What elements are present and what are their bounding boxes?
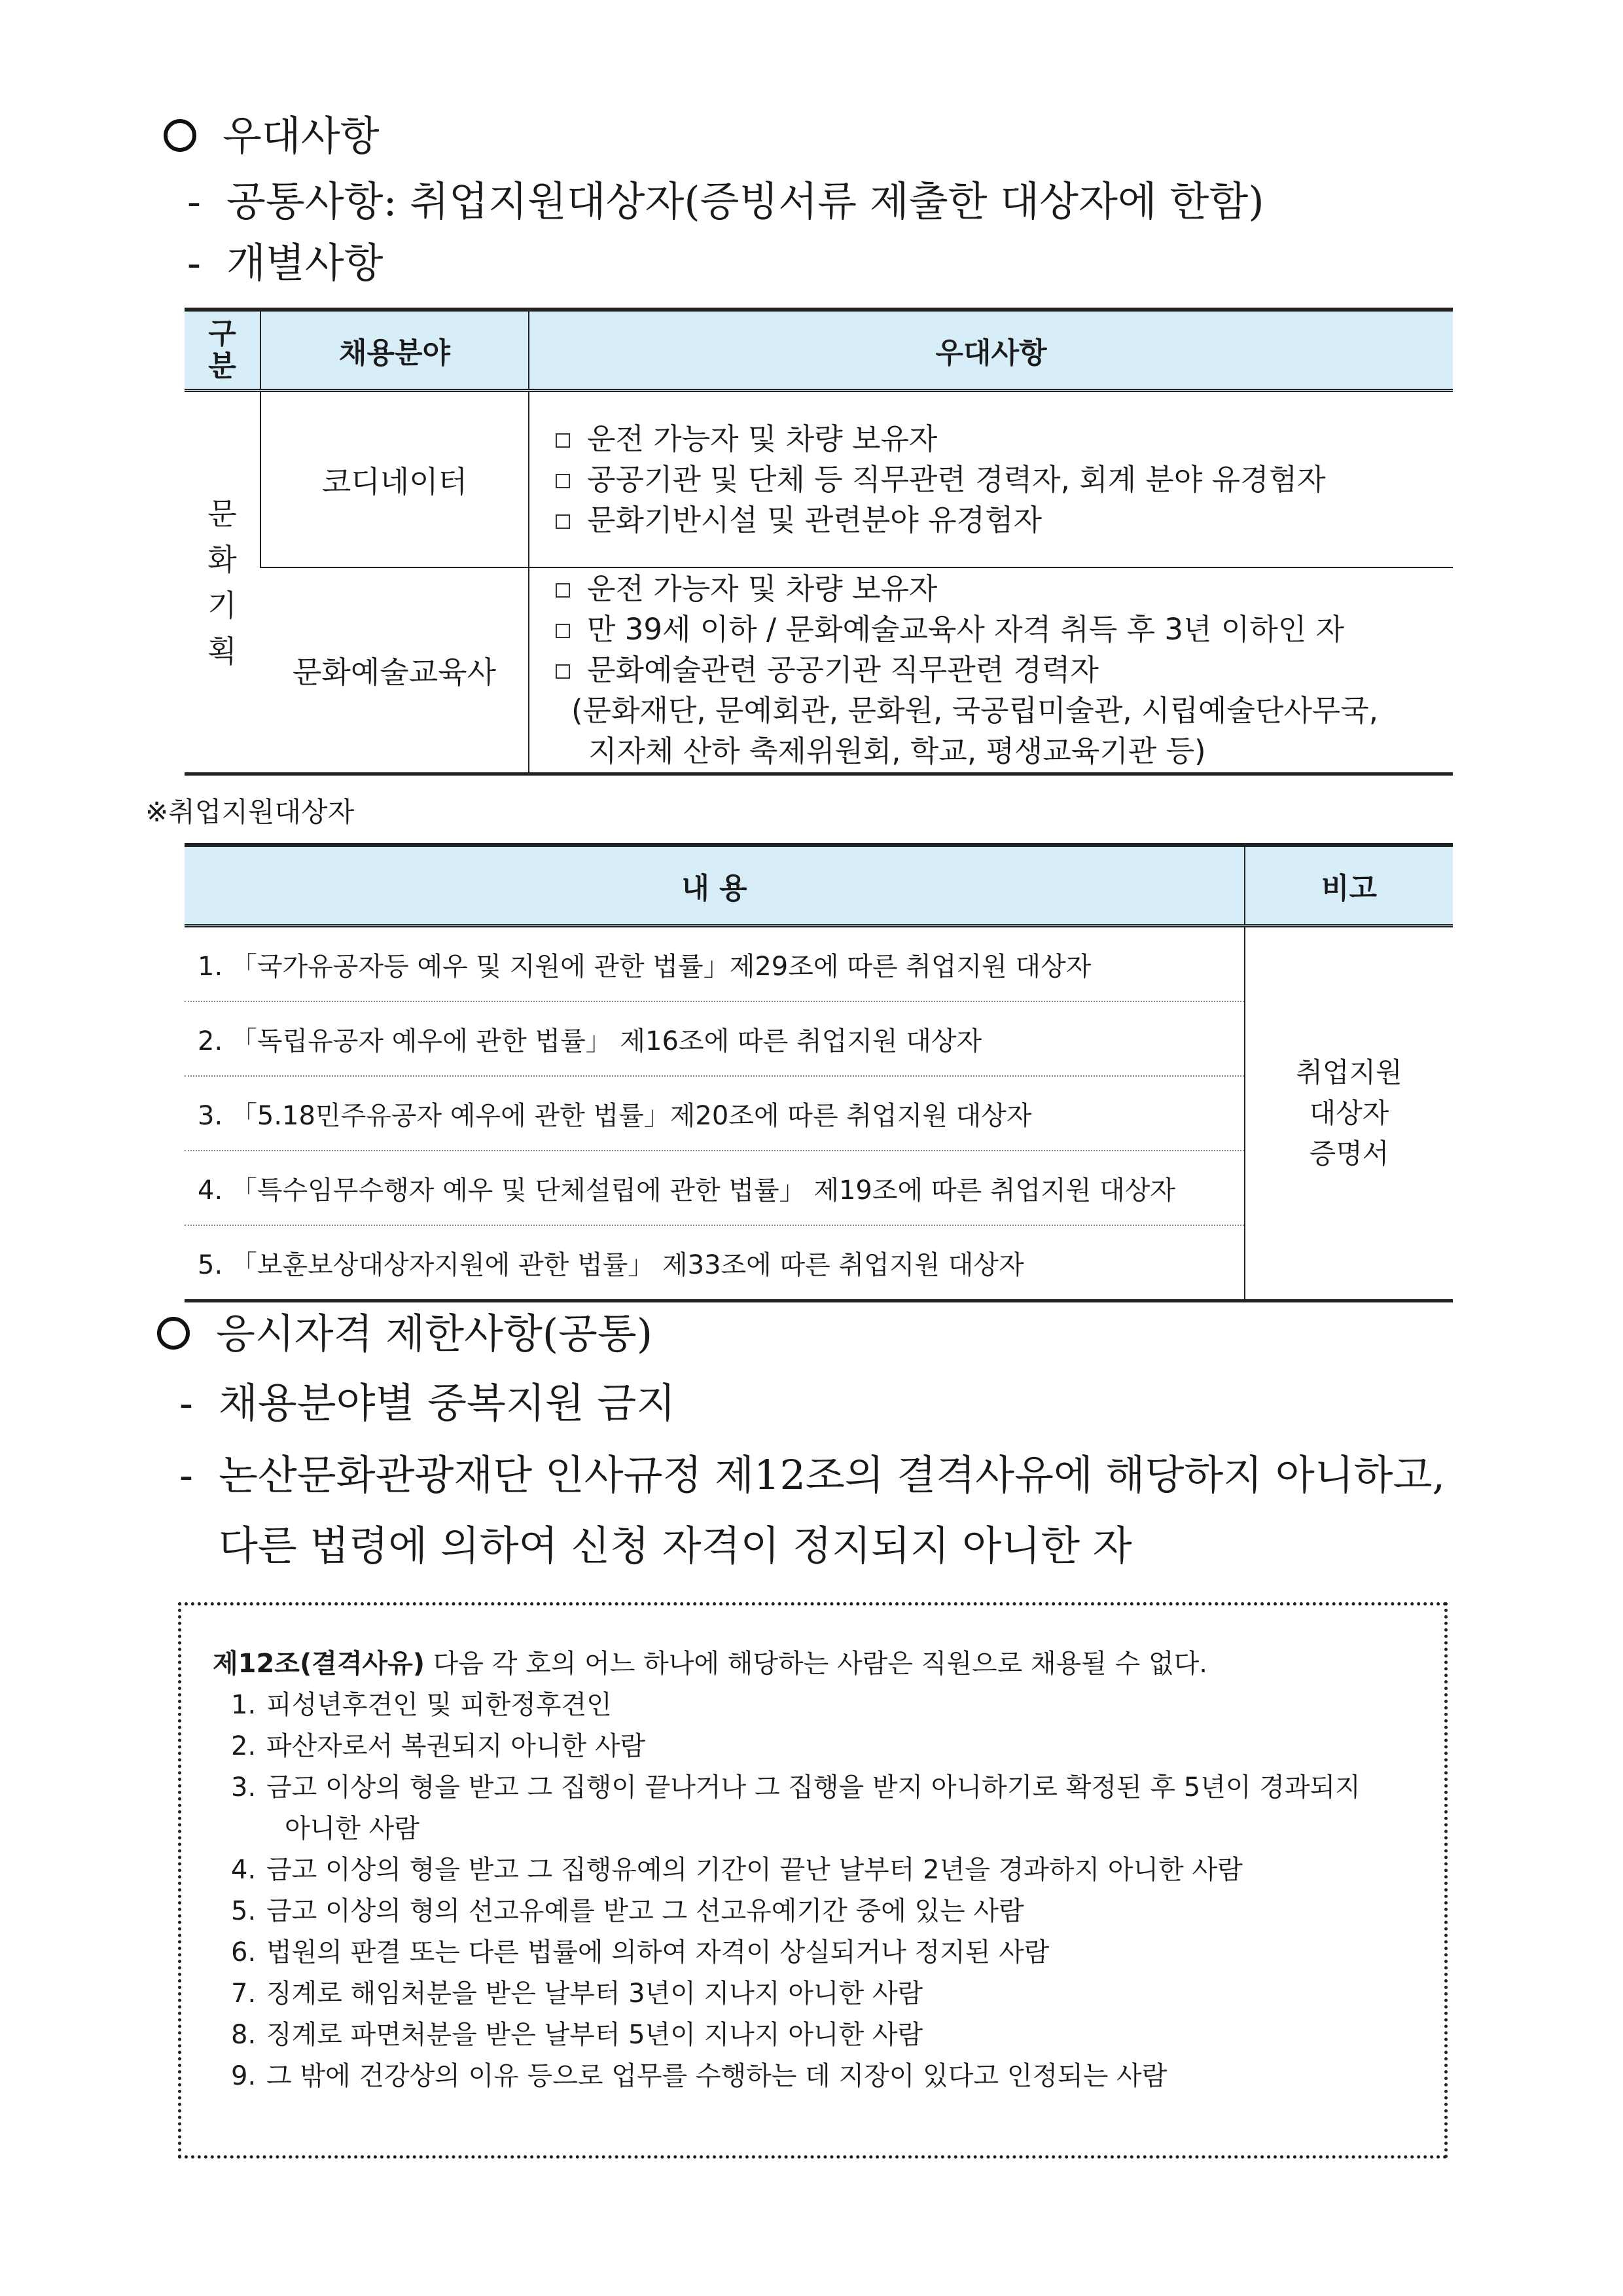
list-item: 4. 금고 이상의 형을 받고 그 집행유예의 기간이 끝난 날부터 2년을 경과하지 아니한 사람 [231, 1855, 1243, 1885]
restriction-line: - 논산문화관광재단 인사규정 제12조의 결격사유에 해당하지 아니하고, [179, 1451, 1446, 1499]
header-content: 내 용 [185, 845, 1245, 926]
square-bullet-icon [556, 583, 570, 598]
square-bullet-icon [556, 624, 570, 638]
preference-table [185, 308, 1453, 776]
header-remark: 비고 [1245, 845, 1453, 926]
common-preference-line: - 공통사항: 취업지원대상자(증빙서류 제출한 대상자에 한함) [187, 177, 1264, 225]
restriction-line-continuation: 다른 법령에 의하여 신청 자격이 정지되지 아니한 자 [219, 1522, 1132, 1570]
disqualification-box [178, 1602, 1448, 2159]
list-item: 5. 금고 이상의 형의 선고유예를 받고 그 선고유예기간 중에 있는 사람 [231, 1896, 1024, 1926]
circle-bullet-icon [164, 119, 196, 152]
header-preference: 우대사항 [529, 310, 1453, 391]
support-target-table [185, 843, 1453, 1302]
table-row [185, 926, 1453, 1002]
individual-preference-line: - 개별사항 [187, 239, 383, 287]
article-title: 제12조(결격사유) 다음 각 호의 어느 하나에 해당하는 사람은 직원으로 채용될 수 없다. [213, 1649, 1207, 1679]
table-row [185, 567, 1453, 774]
list-item: 1. 피성년후견인 및 피한정후견인 [231, 1690, 612, 1720]
table-row [185, 391, 1453, 568]
header-field: 채용분야 [260, 310, 529, 391]
list-item: 8. 징계로 파면처분을 받은 날부터 5년이 지나지 아니한 사람 [231, 2020, 923, 2050]
list-item: 만 39세 이하 / 문화예술교육사 자격 취득 후 3년 이하인 자 [556, 609, 1452, 650]
list-item-continuation: 지자체 산하 축제위원회, 학교, 평생교육기관 등) [588, 734, 1206, 768]
square-bullet-icon [556, 664, 570, 679]
list-item: 문화기반시설 및 관련분야 유경험자 [556, 500, 1452, 541]
remark-cell: 취업지원 대상자 증명서 [1245, 926, 1453, 1301]
section-heading-preferences: 우대사항 [164, 110, 380, 162]
support-item: 4. 「특수임무수행자 예우 및 단체설립에 관한 법률」 제19조에 따른 취업지원 대상자 [185, 1151, 1245, 1225]
support-note-label: ※취업지원대상자 [145, 796, 355, 828]
list-item: 9. 그 밖에 건강상의 이유 등으로 업무를 수행하는 데 지장이 있다고 인정되는 사람 [231, 2061, 1168, 2091]
support-item: 1. 「국가유공자등 예우 및 지원에 관한 법률」제29조에 따른 취업지원 대상자 [185, 926, 1245, 1002]
list-item: 3. 금고 이상의 형을 받고 그 집행이 끝나거나 그 집행을 받지 아니하기로 확정된 후 5년이 경과되지 [231, 1772, 1361, 1803]
list-item: 문화예술관련 공공기관 직무관련 경력자 [556, 650, 1452, 691]
list-item: 운전 가능자 및 차량 보유자 [556, 569, 1452, 609]
support-item: 5. 「보훈보상대상자지원에 관한 법률」 제33조에 따른 취업지원 대상자 [185, 1225, 1245, 1301]
square-bullet-icon [556, 433, 570, 448]
circle-bullet-icon [157, 1317, 190, 1350]
category-cell: 문화기획 [185, 391, 260, 774]
list-item: 6. 법원의 판결 또는 다른 법률에 의하여 자격이 상실되거나 정지된 사람 [231, 1937, 1050, 1967]
header-category: 구분 [185, 310, 260, 391]
list-item-continuation: (문화재단, 문예회관, 문화원, 국공립미술관, 시립예술단사무국, [571, 693, 1379, 728]
list-item: 7. 징계로 해임처분을 받은 날부터 3년이 지나지 아니한 사람 [231, 1979, 923, 2009]
preference-table-header [185, 310, 1453, 391]
list-item-continuation: 아니한 사람 [285, 1814, 419, 1844]
preference-cell [529, 391, 1453, 568]
list-item: 공공기관 및 단체 등 직무관련 경력자, 회계 분야 유경험자 [556, 459, 1452, 500]
list-item: 2. 파산자로서 복권되지 아니한 사람 [231, 1731, 646, 1761]
list-item: 운전 가능자 및 차량 보유자 [556, 419, 1452, 459]
support-item: 3. 「5.18민주유공자 예우에 관한 법률」제20조에 따른 취업지원 대상자 [185, 1076, 1245, 1151]
restriction-line: - 채용분야별 중복지원 금지 [179, 1379, 676, 1427]
square-bullet-icon [556, 514, 570, 529]
support-item: 2. 「독립유공자 예우에 관한 법률」 제16조에 따른 취업지원 대상자 [185, 1001, 1245, 1076]
square-bullet-icon [556, 474, 570, 488]
preference-cell [529, 567, 1453, 774]
section-heading-restrictions: 응시자격 제한사항(공통) [157, 1308, 652, 1360]
field-cell: 코디네이터 [260, 391, 529, 568]
support-table-header [185, 845, 1453, 926]
field-cell: 문화예술교육사 [260, 567, 529, 774]
